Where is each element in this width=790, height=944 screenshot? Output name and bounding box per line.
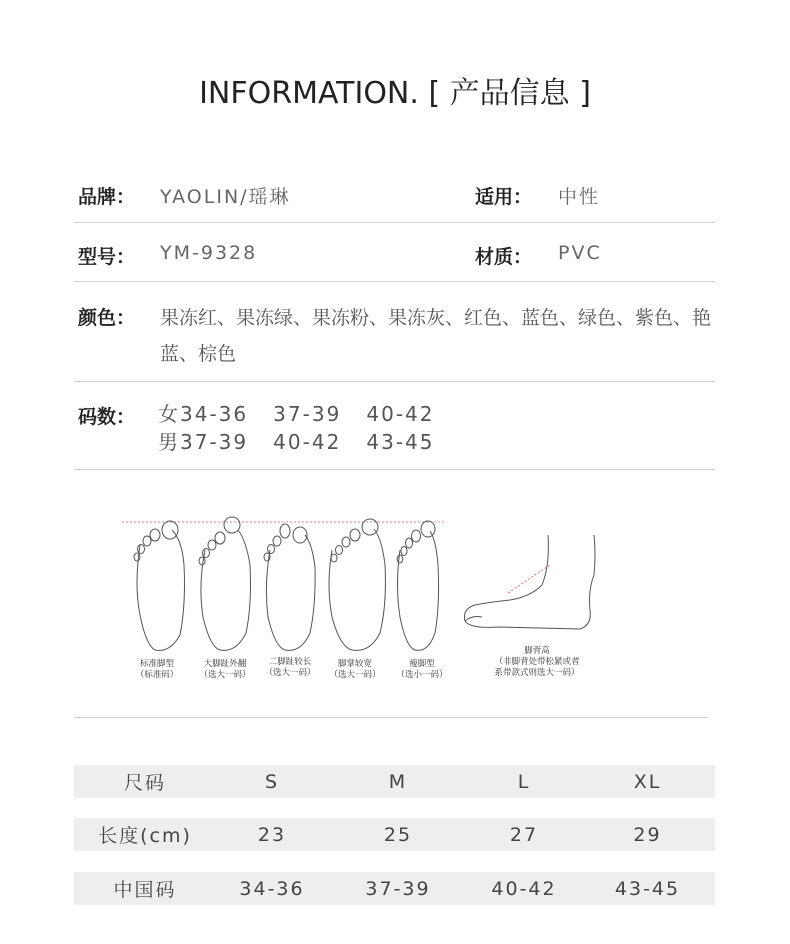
model-value: YM-9328 [160,242,258,264]
table-cell: 23 [257,823,287,846]
foot-type-4-note: （选大一码） [329,670,381,680]
brand-label: 品牌： [78,186,136,208]
page-title: INFORMATION. [ 产品信息 ] [199,76,591,111]
foot-type-4-label: 脚掌较宽 [337,659,373,669]
table-cell: 中国码 [113,879,177,901]
table-cell: 尺码 [123,772,166,794]
model-label: 型号： [78,246,136,268]
table-cell: 29 [633,823,662,846]
foot-type-1-note: （标准码） [135,670,179,680]
divider [74,381,715,382]
sizes-value [158,400,435,456]
brand-value: YAOLIN/瑶琳 [160,186,291,208]
foot-type-2-note: （选大一码） [199,670,251,680]
colors-value: 果冻红、果冻绿、果冻粉、果冻灰、红色、蓝色、绿色、紫色、艳蓝、棕色 [160,307,712,365]
instep-label: 脚背高 [524,646,550,656]
material-value: PVC [558,242,602,264]
table-cell: 长度(cm) [98,825,192,847]
divider [74,717,708,718]
instep-note-1: （非脚背处带松紧或者 [494,657,580,667]
foot-type-3-note: （选大一码） [264,668,316,678]
foot-type-5-label: 瘦脚型 [409,659,435,669]
applicable-value: 中性 [558,186,601,208]
sizes-label: 码数： [78,406,136,428]
table-cell: XL [633,770,662,793]
sizes-men: 男37-39 40-42 43-45 [158,430,435,454]
table-cell: L [517,770,531,793]
table-cell: 25 [383,823,413,846]
divider [74,469,715,470]
foot-type-5-note: （选小一码） [396,670,448,680]
foot-shape-illustration [110,505,610,695]
table-cell: S [264,770,280,793]
table-cell: 27 [509,823,539,846]
table-cell: M [388,770,408,793]
table-row [74,765,715,798]
table-row [74,818,715,851]
table-cell: 37-39 [365,877,431,900]
divider [74,222,715,223]
colors-label: 颜色： [78,307,136,329]
foot-type-1-label: 标准脚型 [139,659,175,669]
divider [74,281,715,282]
table-row [74,872,715,905]
table-cell: 40-42 [491,877,557,900]
instep-note-2: 系带款式则选大一码） [494,668,580,678]
material-label: 材质： [475,246,533,268]
applicable-label: 适用： [475,186,533,208]
sizes-women: 女34-36 37-39 40-42 [158,402,435,426]
table-cell: 43-45 [614,877,681,900]
foot-type-2-label: 大脚趾外翻 [203,659,247,669]
table-cell: 34-36 [239,877,305,900]
foot-type-3-label: 二脚趾较长 [268,657,312,667]
